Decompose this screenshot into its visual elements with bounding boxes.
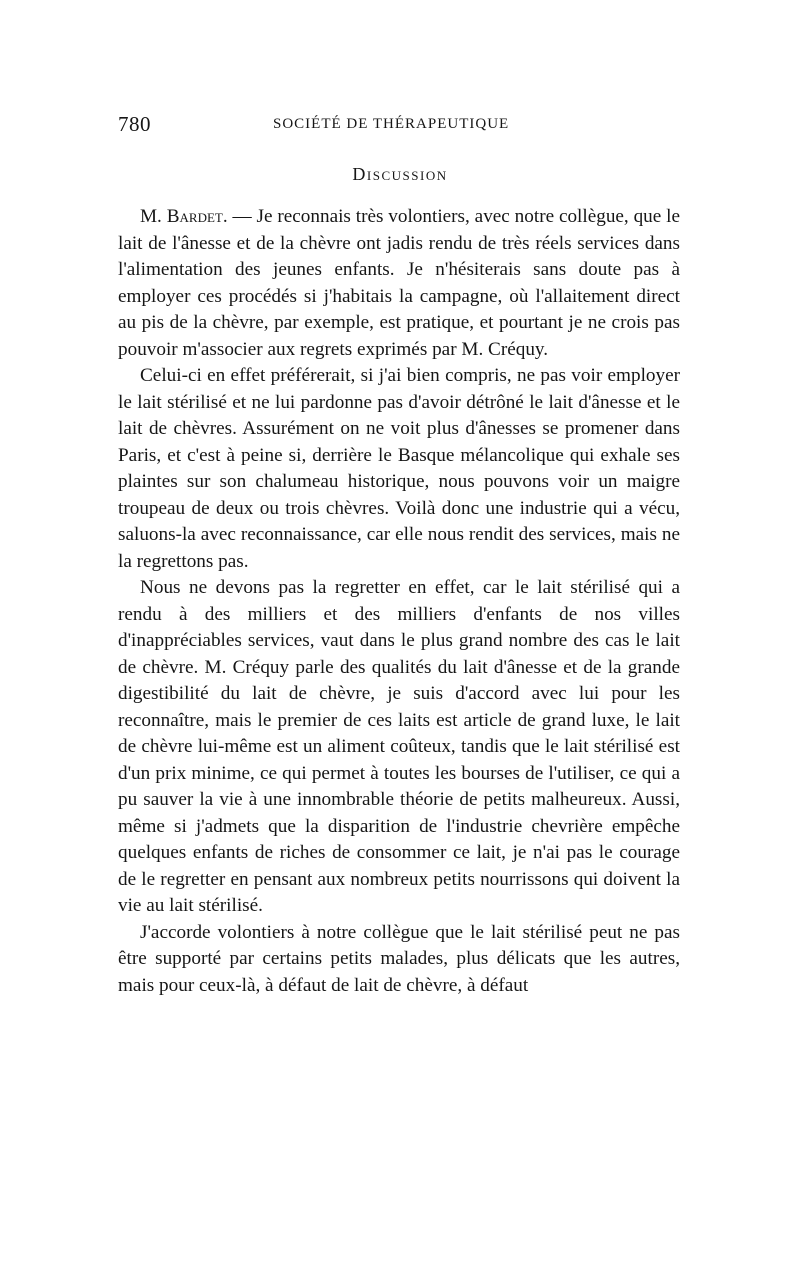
paragraph <box>118 363 680 575</box>
speaker-name: M. Bardet. <box>140 206 228 227</box>
paragraph <box>118 204 680 363</box>
paragraph-text: — Je reconnais très volontiers, avec notre collègue, que le lait de l'ânesse et de la chèvre ont jadis rendu de très réels services dans l'alimentation des jeunes enfants. Je n'hésiterais sans doute pas à employer ces procédés si j'habitais la campagne, où l'allaitement direct au pis de la chèvre, par exemple, est pratique, et pourtant je ne crois pas pouvoir m'associer aux regrets exprimés par M. Créquy. <box>118 206 680 360</box>
page-number: 780 <box>118 112 151 136</box>
journal-title: SOCIÉTÉ DE THÉRAPEUTIQUE <box>273 116 510 132</box>
paragraph-text: Celui-ci en effet préférerait, si j'ai bien compris, ne pas voir employer le lait stérilisé et ne lui pardonne pas d'avoir détrôné le lait d'ânesse et le lait de chèvres. Assurément on ne voit plus d'ânesses se promener dans Paris, et c'est à peine si, derrière le Basque mélancolique qui exhale ses plaintes sur son chalumeau historique, nous pouvons voir un maigre troupeau de deux ou trois chèvres. Voilà donc une industrie qui a vécu, saluons-la avec reconnaissance, car elle nous rendit des services, mais ne la regrettons pas. <box>118 365 680 572</box>
running-head <box>118 112 680 142</box>
body-text <box>118 204 680 999</box>
paragraph <box>118 920 680 1000</box>
paragraph-text: Nous ne devons pas la regretter en effet, car le lait stérilisé qui a rendu à des milliers et des milliers d'enfants de nos villes d'inappréciables services, vaut dans le plus grand nombre des cas le lait de chèvre. M. Créquy parle des qualités du lait d'ânesse et de la grande digestibilité du lait de chèvre, je suis d'accord avec lui pour les reconnaître, mais le premier de ces laits est article de grand luxe, le lait de chèvre lui-même est un aliment coûteux, tandis que le lait stérilisé est d'un prix minime, ce qui permet à toutes les bourses de l'utiliser, ce qui a pu sauver la vie à une innombrable théorie de petits malheureux. Aussi, même si j'admets que la disparition de l'industrie chevrière empêche quelques enfants de riches de consommer ce lait, je n'ai pas le courage de le regretter en pensant aux nombreux petits nourrissons qui doivent la vie au lait stérilisé. <box>118 577 680 916</box>
paragraph-text: J'accorde volontiers à notre collègue que le lait stérilisé peut ne pas être supporté par certains petits malades, plus délicats que les autres, mais pour ceux-là, à défaut de lait de chèvre, à défaut <box>118 921 680 996</box>
paragraph <box>118 575 680 920</box>
section-title: Discussion <box>352 164 448 184</box>
